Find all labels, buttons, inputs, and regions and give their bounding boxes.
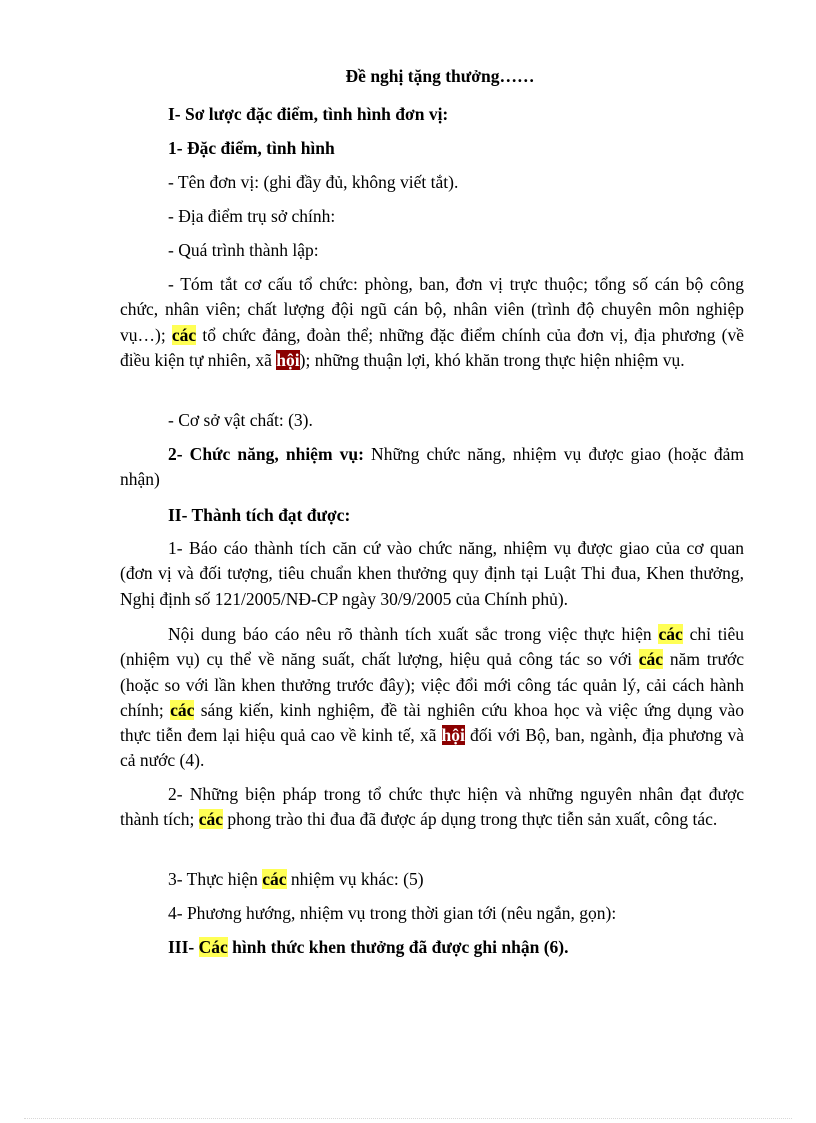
section-3-text: hình thức khen thưởng đã được ghi nhận (6). xyxy=(227,937,569,957)
highlight-cac: các xyxy=(262,869,287,889)
highlight-hoi: hội xyxy=(276,349,300,370)
content-text: sáng kiến, kinh nghiệm, đề tài nghiên cứu khoa học và việc ứng dụng vào thực tiễn đem lại hiệu quả cao về kinh tế, xã xyxy=(120,699,744,746)
section-3-text: III- xyxy=(168,937,199,957)
subsection-1-heading: 1- Đặc điểm, tình hình xyxy=(168,138,335,158)
page-bottom-divider xyxy=(24,1118,792,1119)
other-tasks-text: 3- Thực hiện xyxy=(168,869,263,889)
highlight-cac: các xyxy=(658,624,683,644)
measures-paragraph xyxy=(120,782,744,833)
section-2-heading: II- Thành tích đạt được: xyxy=(168,505,351,525)
item-facilities: - Cơ sở vật chất: (3). xyxy=(168,410,313,430)
highlight-cac: các xyxy=(638,649,664,670)
highlight-cac: các xyxy=(170,699,195,720)
summary-text: ); những thuận lợi, khó khăn trong thực hiện nhiệm vụ. xyxy=(299,349,685,370)
measures-text: phong trào thi đua đã được áp dụng trong thực tiễn sản xuất, công tác. xyxy=(223,809,718,830)
summary-text: - Tóm tắt cơ cấu tổ chức: phòng, ban, đơn vị trực thuộc; tổng số cán bộ công chức, nhân viên; chất lượng đội ngũ cán bộ, nhân viên (trình độ chuyên môn nghiệp vụ…); xyxy=(120,274,744,345)
item-unit-name: - Tên đơn vị: (ghi đầy đủ, không viết tắt). xyxy=(168,172,459,192)
highlight-cac: các xyxy=(171,324,197,345)
item-history: - Quá trình thành lập: xyxy=(168,240,319,260)
summary-paragraph xyxy=(120,272,744,373)
item-other-tasks xyxy=(168,869,424,890)
content-text: Nội dung báo cáo nêu rõ thành tích xuất sắc trong việc thực hiện xyxy=(168,624,659,644)
highlight-hoi: hội xyxy=(441,725,465,746)
achievement-report-paragraph: 1- Báo cáo thành tích căn cứ vào chức năng, nhiệm vụ được giao của cơ quan (đơn vị và đối tượng, tiêu chuẩn khen thưởng quy định tại Luật Thi đua, Khen thưởng, Nghị định số 121/2005/NĐ-CP ngày 30/9/2005 của Chính phủ). xyxy=(120,538,744,609)
section-1-heading: I- Sơ lược đặc điểm, tình hình đơn vị: xyxy=(168,104,449,124)
highlight-cac: Các xyxy=(198,937,228,957)
section-3-heading xyxy=(168,937,569,958)
document-title: Đề nghị tặng thưởng…… xyxy=(345,66,535,86)
other-tasks-text: nhiệm vụ khác: (5) xyxy=(286,869,424,889)
subsection-2-text: Những chức năng, nhiệm vụ được giao (hoặc đảm nhận) xyxy=(120,444,745,490)
content-text: năm trước (hoặc so với lần khen thưởng trước đây); việc đổi mới công tác quản lý, cải cách hành chính; xyxy=(120,649,744,720)
content-text: đối với Bộ, ban, ngành, địa phương và cả nước (4). xyxy=(120,725,744,771)
item-address: - Địa điểm trụ sở chính: xyxy=(168,206,336,226)
summary-text: tổ chức đảng, đoàn thể; những đặc điểm chính của đơn vị, địa phương (về điều kiện tự nhiên, xã xyxy=(120,324,745,370)
achievement-content-paragraph xyxy=(120,622,744,774)
item-future-direction: 4- Phương hướng, nhiệm vụ trong thời gian tới (nêu ngắn, gọn): xyxy=(168,903,617,923)
content-text: chỉ tiêu (nhiệm vụ) cụ thể về năng suất, chất lượng, hiệu quả công tác so với xyxy=(120,624,744,670)
subsection-2-heading: 2- Chức năng, nhiệm vụ: xyxy=(168,444,364,464)
highlight-cac: các xyxy=(198,809,224,830)
measures-text: 2- Những biện pháp trong tổ chức thực hiện và những nguyên nhân đạt được thành tích; xyxy=(120,784,744,830)
subsection-2-paragraph xyxy=(120,442,744,493)
